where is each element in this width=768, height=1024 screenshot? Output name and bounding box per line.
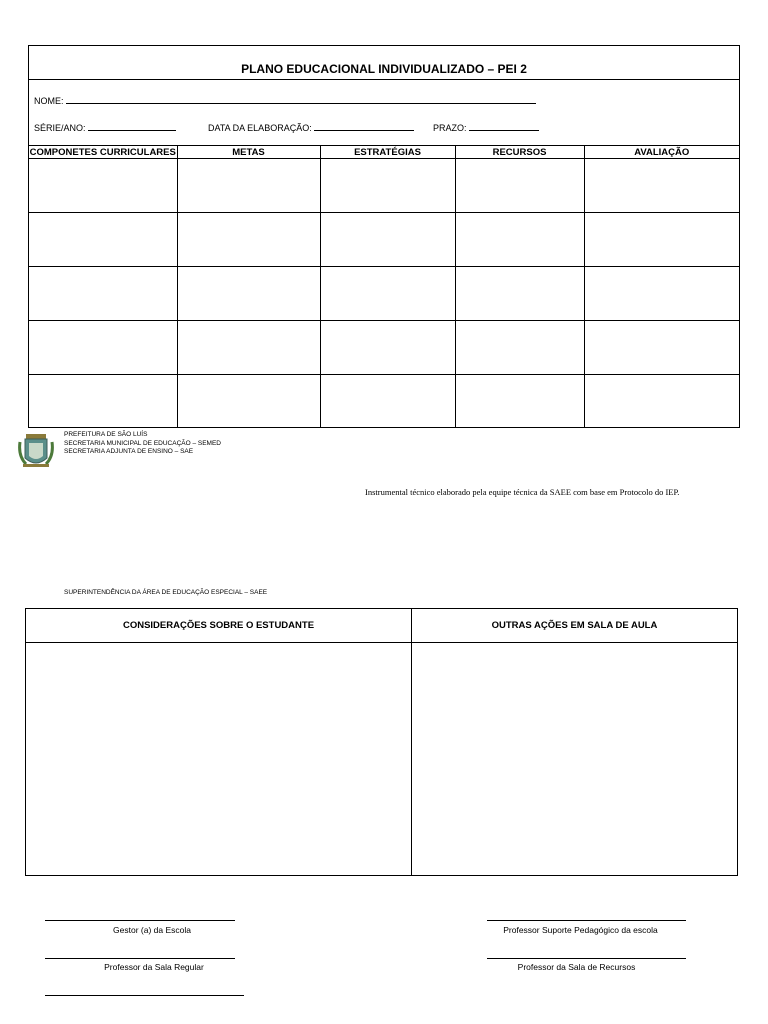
table-cell[interactable] (320, 213, 455, 267)
table-cell[interactable] (455, 267, 584, 321)
table-cell[interactable] (455, 321, 584, 375)
data-field[interactable] (314, 121, 414, 131)
institution-header (64, 431, 221, 457)
table-cell[interactable] (320, 159, 455, 213)
table-cell[interactable] (584, 213, 739, 267)
table-cell[interactable] (29, 159, 177, 213)
table-header-row (29, 146, 739, 159)
table-cell[interactable] (29, 213, 177, 267)
table-cell[interactable] (29, 375, 177, 428)
signature-gestor-label: Gestor (a) da Escola (113, 925, 191, 935)
serie-field[interactable] (88, 121, 176, 131)
table-cell[interactable] (455, 159, 584, 213)
prazo-field[interactable] (469, 121, 539, 131)
nome-field[interactable] (66, 94, 536, 104)
table-cell[interactable] (29, 321, 177, 375)
signature-line-extra (45, 995, 244, 996)
table-row (29, 321, 739, 375)
table-cell[interactable] (584, 267, 739, 321)
header-avaliacao: AVALIAÇÃO (584, 146, 739, 159)
serie-row (34, 121, 176, 133)
table-cell[interactable] (29, 267, 177, 321)
institution-line1: PREFEITURA DE SÃO LUÍS (64, 431, 148, 438)
table-cell[interactable] (584, 375, 739, 428)
table-cell[interactable] (177, 375, 320, 428)
data-row (208, 121, 414, 133)
data-label: DATA DA ELABORAÇÃO: (208, 123, 312, 133)
considerations-right-area[interactable] (412, 643, 737, 875)
table-cell[interactable] (455, 375, 584, 428)
header-estrategias: ESTRATÉGIAS (320, 146, 455, 159)
superintendence-label: SUPERINTENDÊNCIA DA ÁREA DE EDUCAÇÃO ESPECIAL – SAEE (64, 589, 268, 596)
table-row (29, 213, 739, 267)
serie-label: SÉRIE/ANO: (34, 123, 86, 133)
signature-suporte-label: Professor Suporte Pedagógico da escola (503, 925, 658, 935)
signature-recursos-label: Professor da Sala de Recursos (517, 962, 636, 972)
table-cell[interactable] (320, 321, 455, 375)
considerations-right-header: OUTRAS AÇÕES EM SALA DE AULA (491, 620, 658, 631)
institution-line3: SECRETARIA ADJUNTA DE ENSINO – SAE (64, 448, 194, 455)
table-cell[interactable] (584, 321, 739, 375)
header-recursos: RECURSOS (455, 146, 584, 159)
coat-of-arms-icon (18, 432, 54, 470)
nome-label: NOME: (34, 96, 64, 106)
table-row (29, 159, 739, 213)
table-cell[interactable] (320, 375, 455, 428)
header-componentes: COMPONETES CURRICULARES (29, 146, 176, 158)
form-title: PLANO EDUCACIONAL INDIVIDUALIZADO – PEI 2 (241, 62, 527, 76)
title-divider (29, 79, 739, 80)
nome-row (34, 94, 536, 106)
signature-line-suporte (487, 920, 686, 921)
signature-line-gestor (45, 920, 235, 921)
considerations-box (25, 608, 738, 876)
table-cell[interactable] (320, 267, 455, 321)
considerations-left-area[interactable] (26, 643, 411, 875)
pei-form (28, 45, 740, 428)
table-row (29, 375, 739, 428)
institution-line2: SECRETARIA MUNICIPAL DE EDUCAÇÃO – SEMED (64, 439, 221, 447)
table-cell[interactable] (177, 159, 320, 213)
table-cell[interactable] (455, 213, 584, 267)
technical-note: Instrumental técnico elaborado pela equipe técnica da SAEE com base em Protocolo do IEP. (365, 487, 680, 497)
signature-line-recursos (487, 958, 686, 959)
table-cell[interactable] (177, 267, 320, 321)
table-cell[interactable] (177, 321, 320, 375)
table-row (29, 267, 739, 321)
table-cell[interactable] (177, 213, 320, 267)
signature-line-regular (45, 958, 235, 959)
header-metas: METAS (177, 146, 320, 159)
pei-table (29, 145, 739, 427)
signature-regular-label: Professor da Sala Regular (104, 962, 204, 972)
table-cell[interactable] (584, 159, 739, 213)
prazo-label: PRAZO: (433, 123, 467, 133)
considerations-left-header: CONSIDERAÇÕES SOBRE O ESTUDANTE (122, 620, 315, 631)
prazo-row (433, 121, 539, 133)
